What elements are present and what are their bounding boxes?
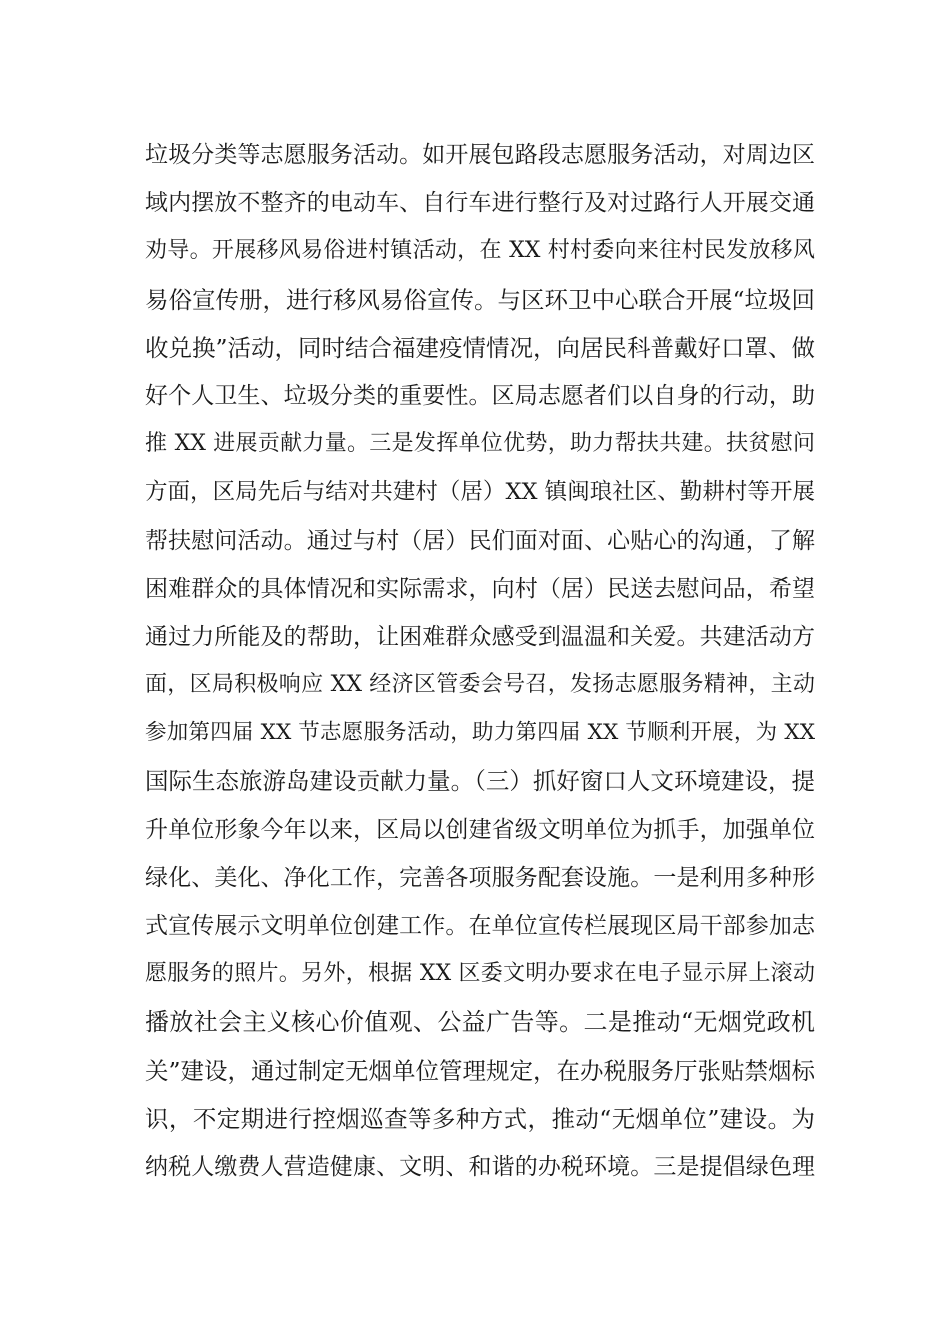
text-line: 通过力所能及的帮助，让困难群众感受到温温和关爱。共建活动方 — [145, 623, 815, 650]
text-line: 推 XX 进展贡献力量。三是发挥单位优势，助力帮扶共建。扶贫慰问 — [145, 431, 815, 457]
text-line: 愿服务的照片。另外，根据 XX 区委文明办要求在电子显示屏上滚动 — [145, 961, 815, 987]
text-line: 纳税人缴费人营造健康、文明、和谐的办税环境。三是提倡绿色理 — [145, 1153, 815, 1180]
text-line: 域内摆放不整齐的电动车、自行车进行整行及对过路行人开展交通 — [145, 190, 815, 217]
text-line: 方面，区局先后与结对共建村（居）XX 镇闽琅社区、勤耕村等开展 — [145, 479, 815, 506]
text-line: 国际生态旅游岛建设贡献力量。（三）抓好窗口人文环境建设，提 — [145, 767, 815, 796]
text-line: 升单位形象今年以来，区局以创建省级文明单位为抓手，加强单位 — [145, 816, 815, 843]
text-line: 面，区局积极响应 XX 经济区管委会号召，发扬志愿服务精神，主动 — [145, 672, 815, 698]
text-line: 劝导。开展移风易俗进村镇活动，在 XX 村村委向来往村民发放移风 — [145, 238, 815, 264]
text-line: 易俗宣传册，进行移风易俗宣传。与区环卫中心联合开展“垃圾回 — [145, 285, 816, 314]
text-line: 参加第四届 XX 节志愿服务活动，助力第四届 XX 节顺利开展，为 XX — [145, 720, 815, 746]
text-line: 收兑换”活动，同时结合福建疫情情况，向居民科普戴好口罩、做 — [145, 333, 816, 362]
text-line: 识，不定期进行控烟巡查等多种方式，推动“无烟单位”建设。为 — [145, 1104, 815, 1133]
text-line: 绿化、美化、净化工作，完善各项服务配套设施。一是利用多种形 — [145, 864, 815, 891]
text-line: 帮扶慰问活动。通过与村（居）民们面对面、心贴心的沟通，了解 — [145, 527, 815, 554]
text-line: 式宣传展示文明单位创建工作。在单位宣传栏展现区局干部参加志 — [145, 913, 815, 939]
body-text — [145, 131, 815, 1191]
text-line: 垃圾分类等志愿服务活动。如开展包路段志愿服务活动，对周边区 — [145, 142, 815, 168]
text-line: 播放社会主义核心价值观、公益广告等。二是推动“无烟党政机 — [145, 1008, 815, 1037]
text-line: 关”建设，通过制定无烟单位管理规定，在办税服务厅张贴禁烟标 — [145, 1056, 816, 1085]
text-line: 困难群众的具体情况和实际需求，向村（居）民送去慰问品，希望 — [145, 575, 815, 602]
text-line: 好个人卫生、垃圾分类的重要性。区局志愿者们以自身的行动，助 — [145, 382, 815, 409]
